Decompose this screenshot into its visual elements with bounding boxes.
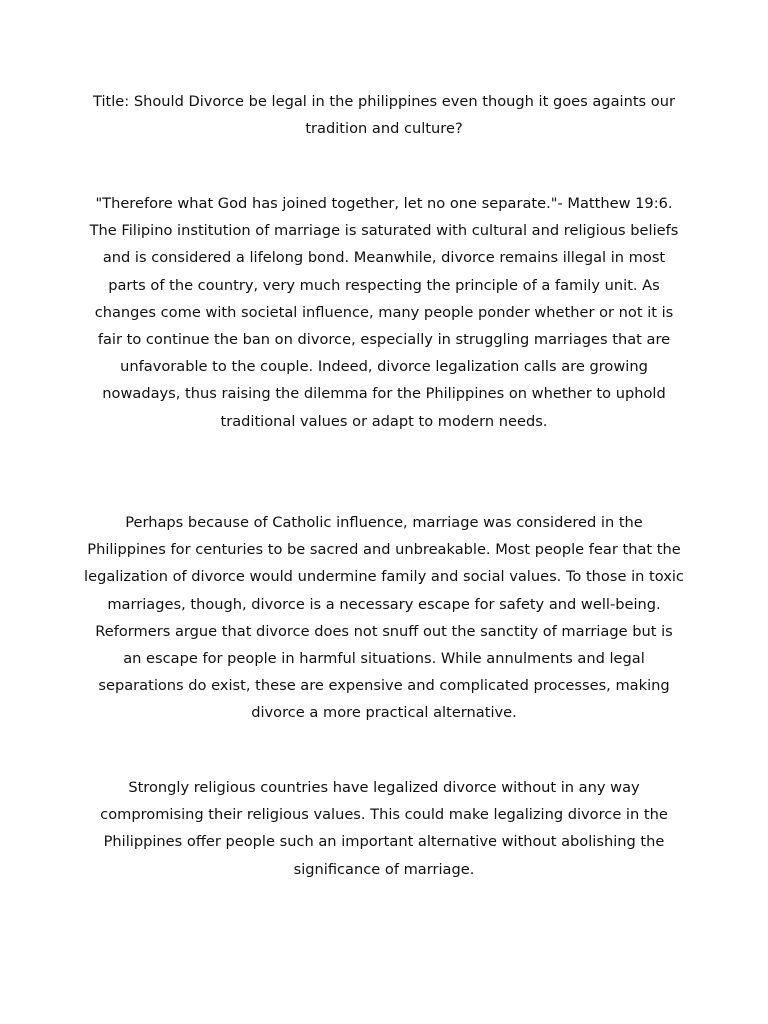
- paragraph-introduction: "Therefore what God has joined together, let no one separate."- Matthew 19:6. The Filipino institution of marriage is saturated with cultural and religious beliefs and is considered a lifelong bond. Meanwhile, divorce remains illegal in most parts of the country, very much respecting the principle of a family unit. As changes come with societal influence, many people ponder whether or not it is fair to continue the ban on divorce, especially in struggling marriages that are unfavorable to the couple. Indeed, divorce legalization calls are growing nowadays, thus raising the dilemma for the Philippines on whether to uphold traditional values or adapt to modern needs.: [89, 195, 679, 430]
- document-title: Title: Should Divorce be legal in the philippines even though it goes againts our tradition and culture?: [93, 93, 675, 138]
- paragraph-religious-countries: Strongly religious countries have legalized divorce without in any way compromising their religious values. This could make legalizing divorce in the Philippines offer people such an important alternative without abolishing the significance of marriage.: [100, 779, 668, 878]
- paragraph-catholic-influence: Perhaps because of Catholic influence, marriage was considered in the Philippines for centuries to be sacred and unbreakable. Most people fear that the legalization of divorce would undermine family and social values. To those in toxic marriages, though, divorce is a necessary escape for safety and well-being. Reformers argue that divorce does not snuff out the sanctity of marriage but is an escape for people in harmful situations. While annulments and legal separations do exist, these are expensive and complicated processes, making divorce a more practical alternative.: [84, 514, 684, 722]
